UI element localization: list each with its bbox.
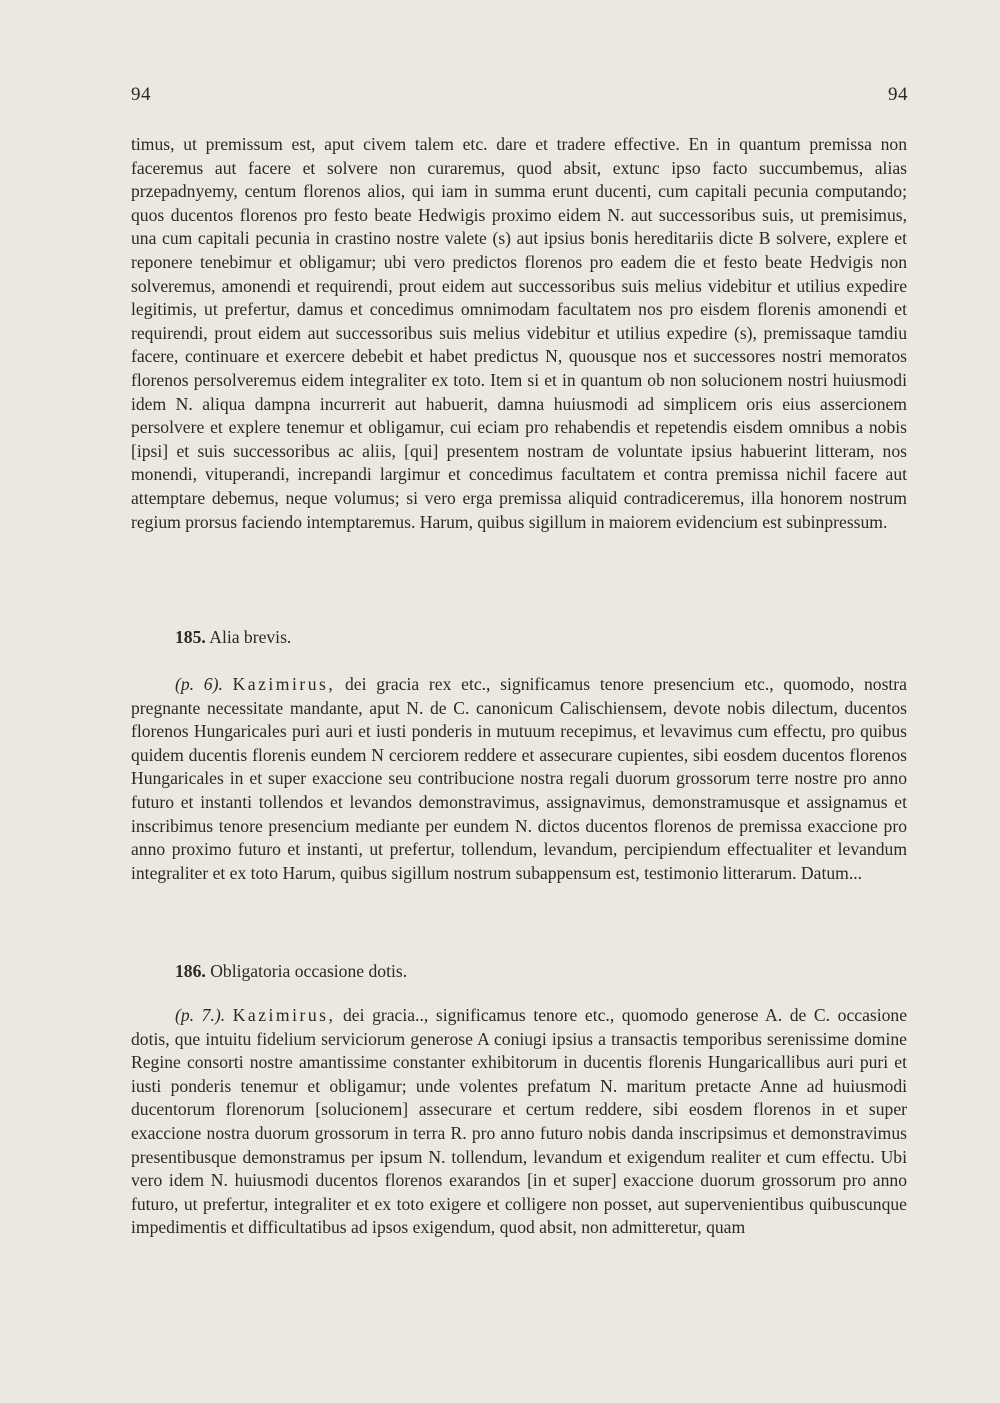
section-heading-186 (175, 959, 407, 983)
page-reference: (p. 6). (175, 674, 223, 694)
section-heading-185 (175, 625, 291, 649)
section-title: Alia brevis. (209, 627, 292, 647)
section-body-185 (131, 673, 907, 885)
page-number-right: 94 (888, 84, 908, 105)
section-number: 185. (175, 627, 206, 647)
section-title: Obligatoria occasione dotis. (210, 961, 408, 981)
paragraph-text (131, 673, 907, 885)
section-number: 186. (175, 961, 206, 981)
body-text: dei gracia.., significamus tenore etc., quomodo generose A. de C. occasione dotis, que intuitu fidelium serviciorum generose A coniugi ipsius a transactis temporibus serenissime domine Regine consorti nostre amantissime constanter exhibitorum in ducentis florenis Hungaricallibus auri puri et iusti ponderis tenemur et obligamur; unde volentes prefatum N. maritum pretacte Anne ad huiusmodi ducentorum florenorum [solucionem] assecurare et certum reddere, sibi eosdem florenos in et super exaccione nostra duorum grossorum in terra R. pro anno futuro nobis danda inscripsimus et demonstravimus presentibusque demonstramus per ipsum N. tollendum, levandum et exigendum realiter et cum effectu. Ubi vero idem N. huiusmodi ducentos florenos exarandos [in et super] exaccione duorum grossorum pro anno futuro, ut prefertur, integraliter et ex toto exigere et colligere non posset, aut supervenientibus quibuscunque impedimentis et difficultatibus ad ipsos exigendum, quod absit, non admitteretur, quam (131, 1005, 908, 1238)
spaced-name: Kazimirus, (232, 674, 336, 694)
paragraph-continuation (131, 133, 907, 534)
page-reference: (p. 7.). (175, 1005, 226, 1025)
paragraph-text: timus, ut premissum est, aput civem talem etc. dare et tradere effective. En in quantum premissa non faceremus aut facere et solvere non curaremus, quod absit, extunc ipso facto succumbemus, alias przepadnyemy, centum florenos alios, qui iam in summa erunt ducenti, cum capitali pecunia computando; quos ducentos florenos pro festo beate Hedwigis proximo eidem N. aut successoribus suis, ut premisimus, una cum capitali pecunia in crastino nostre valete (s) aut ipsius bonis hereditariis dicte B solvere, explere et reponere tenebimur et obligamur; ubi vero predictos florenos pro eadem die et festo beate Hedvigis non solveremus, amonendi et requirendi, prout eidem aut successoribus suis melius videbitur et utilius expedire legitimis, ut prefertur, damus et concedimus omnimodam facultatem nos pro eisdem florenis amonendi et requirendi, prout eidem aut successoribus suis melius videbitur et utilius expedire (s), premissaque tamdiu facere, continuare et exercere debebit et habet predictus N, quousque nos et successores nostri memoratos florenos persolveremus eidem integraliter ex toto. Item si et in quantum ob non solucionem nostri huiusmodi idem N. aliqua dampna incurrerit aut habuerit, damna huiusmodi ad simplicem oris eius assercionem persolvere et explere tenemur et obligamur, cui eciam pro rehabendis et repetendis eisdem omnibus a nobis [ipsi] et suis successoribus ac aliis, [qui] presentem nostram de voluntate ipsius habuerint litteram, nos monendi, vituperandi, increpandi largimur et concedimus facultatem et contra premissa nichil facere aut attemptare debemus, neque volumus; si vero erga premissa aliquid contradiceremus, illa honorem nostrum regium prorsus faciendo intemptaremus. Harum, quibus sigillum in maiorem evidencium est subinpressum. (131, 134, 907, 532)
body-text: dei gracia rex etc., significamus tenore presencium etc., quomodo, nostra pregnante necessitate mandante, aput N. de C. canonicum Calischiensem, devote nobis dilectum, ducentos florenos Hungaricales puri auri et iusti ponderis in mutuum recepimus, et levavimus cum effectu, pro quibus quidem ducentis florenis eundem N cerciorem reddere et assecurare cupientes, sibi eosdem ducentos florenos Hungaricales in et super exaccione seu contribucione nostra regali duorum grossorum terre nostre pro anno futuro et instanti tollendos et levandos demonstravimus, assignavimus, demonstramusque et assignamus et inscribimus tenore presencium mediante per eundem N. dictos ducentos florenos de premissa exaccione pro anno proximo futuro et instanti, ut prefertur, tollendum, levandum, percipiendum effectualiter et levandum integraliter et ex toto Harum, quibus sigillum nostrum subappensum est, testimonio litterarum. Datum... (131, 674, 907, 883)
spaced-name: Kazimirus, (232, 1005, 336, 1025)
paragraph-text (131, 1004, 907, 1240)
section-body-186 (131, 1004, 907, 1240)
page-number-left: 94 (131, 84, 151, 105)
